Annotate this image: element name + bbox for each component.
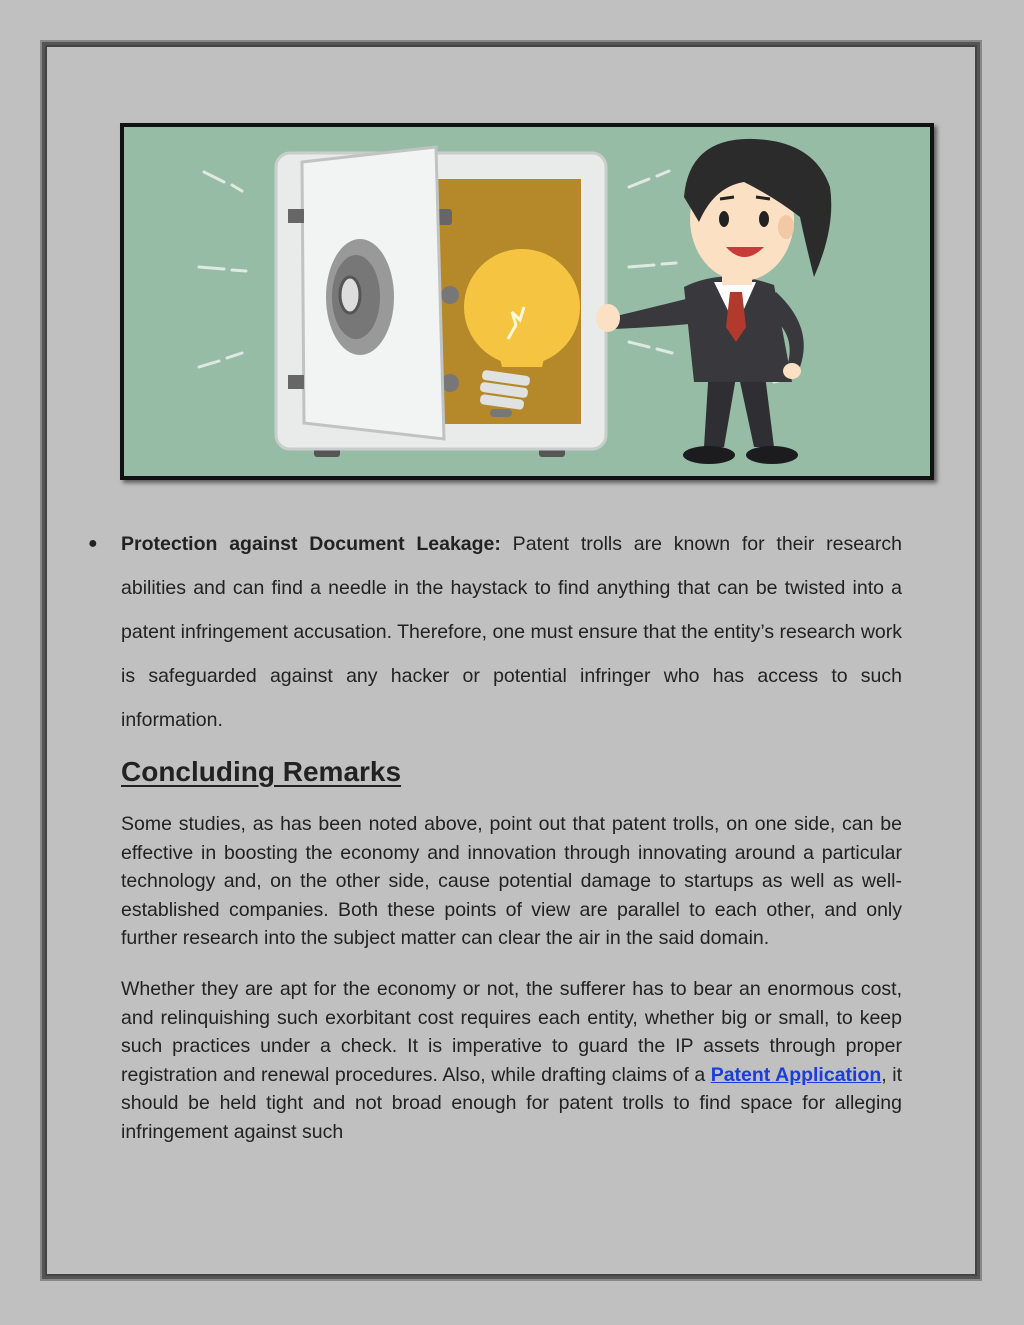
paragraph-2-after-link: , it should be held tight and not broad enough for patent trolls to find space for alleging infringement against such <box>121 1063 902 1143</box>
bullet-dot-icon: ● <box>88 535 98 552</box>
bullet-item-document-leakage <box>88 522 902 742</box>
section-heading: Concluding Remarks <box>121 756 402 787</box>
safe-illustration <box>120 123 934 480</box>
hinge-middle <box>441 286 459 304</box>
document-content <box>88 522 902 1147</box>
door-latch-top <box>288 209 304 223</box>
patent-application-link[interactable]: Patent Application <box>710 1063 882 1086</box>
door-latch-bottom <box>288 375 304 389</box>
paragraph-1: Some studies, as has been noted above, point out that patent trolls, on one side, can be effective in boosting the economy and innovation through innovating around a particular technology and, on the other side, cause potential damage to startups as well as well-established companies. Both these points of view are parallel to each other, and only further research into the subject matter can clear the air in the said domain. <box>121 813 902 950</box>
bullet-text: Patent trolls are known for their research abilities and can find a needle in the haystack to find anything that can be twisted into a patent infringement accusation. Therefore, one must ensure that the entity’s research work is safeguarded against any hacker or potential infringer who has access to such information. <box>121 533 902 731</box>
bullet-label: Protection against Document Leakage: <box>121 533 501 555</box>
safe-businessman-svg <box>124 127 930 476</box>
paragraph-2-before-link: Whether they are apt for the economy or not, the sufferer has to bear an enormous cost, and relinquishing such exorbitant cost requires each entity, whether big or small, to keep such practices under a check. It is imperative to guard the IP assets through proper registration and renewal procedures. Also, while drafting claims of a <box>121 977 902 1086</box>
combination-dial-icon <box>326 239 394 355</box>
paragraph-2 <box>121 975 902 1147</box>
